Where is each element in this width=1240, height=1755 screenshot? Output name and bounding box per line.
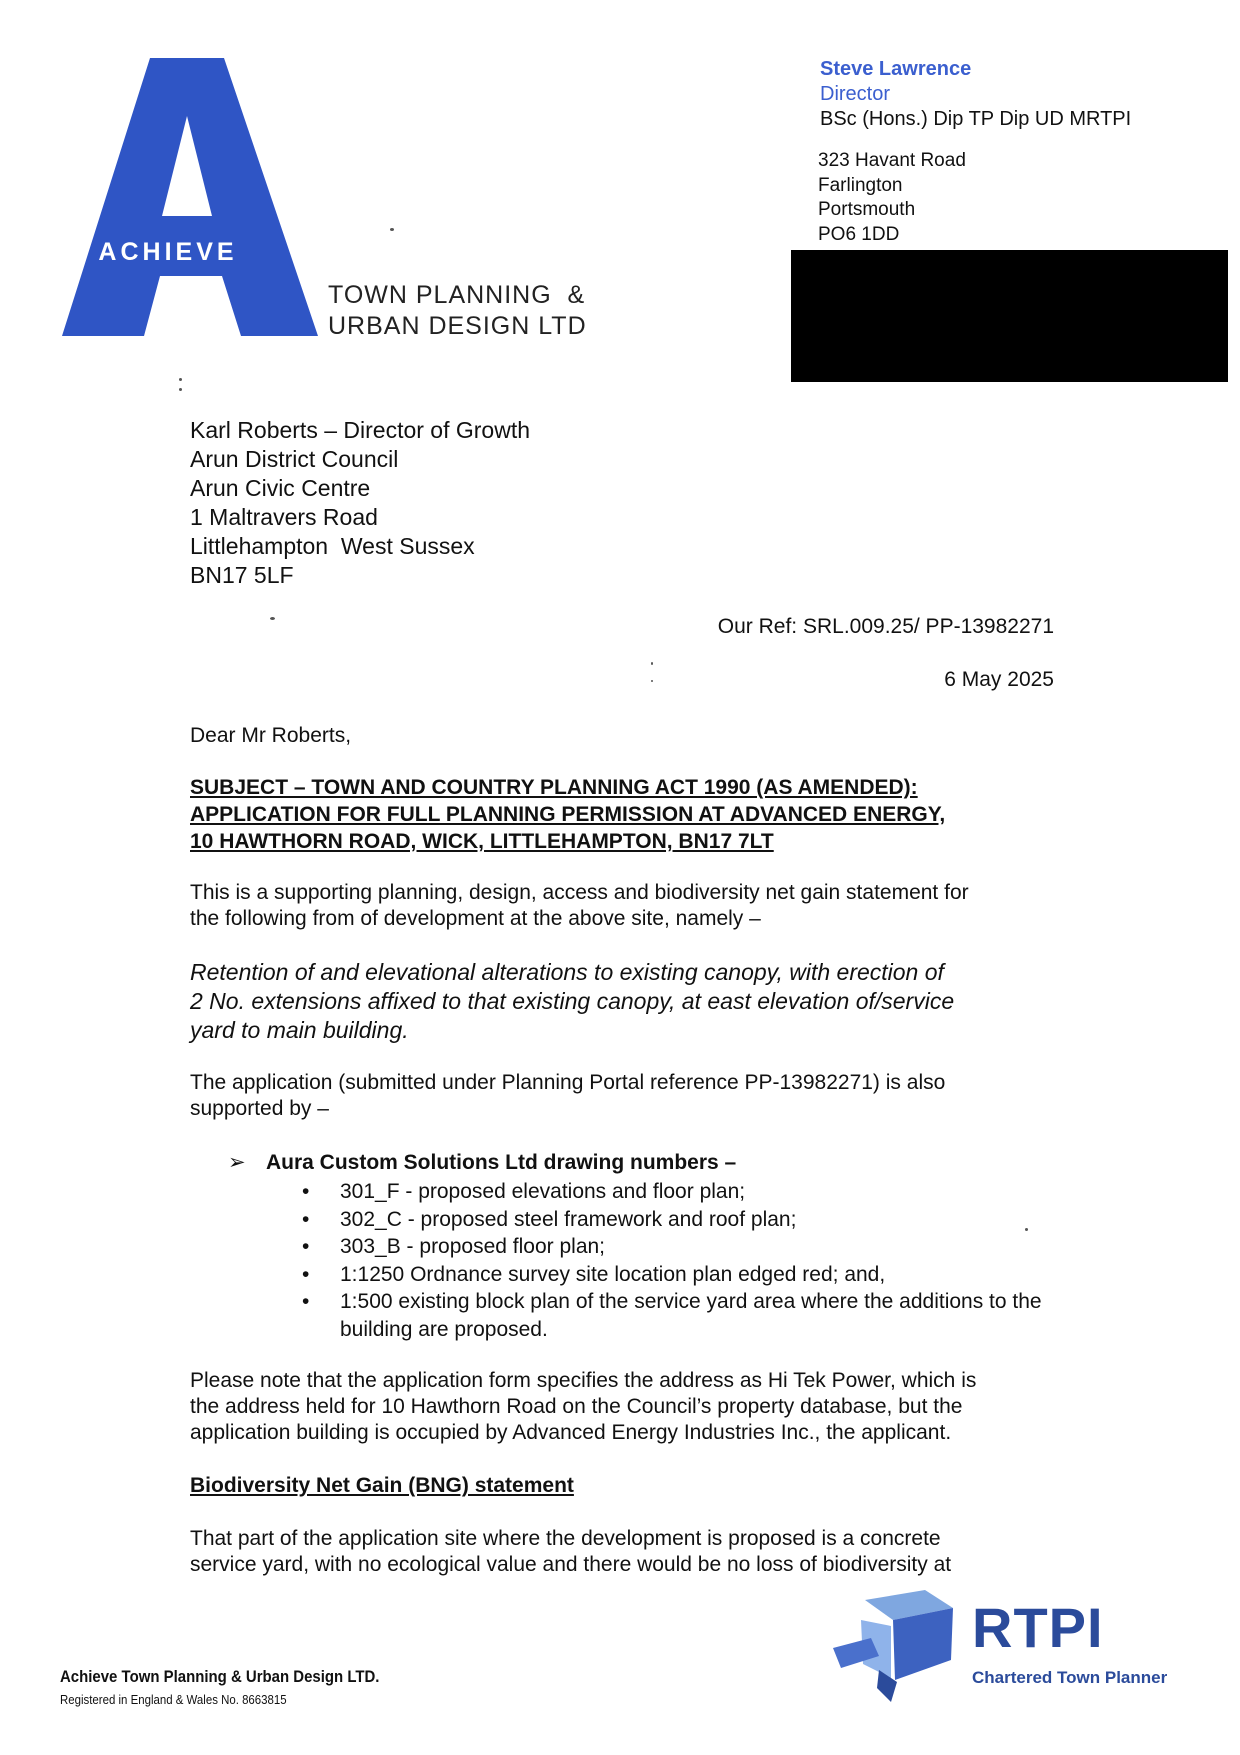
subject-line: APPLICATION FOR FULL PLANNING PERMISSION AT ADVANCED ENERGY, [190,803,946,826]
list-item [300,1233,1080,1261]
bullet-icon: • [302,1235,310,1258]
intro-paragraph [190,880,1070,932]
drawings-heading [228,1150,736,1175]
intro-line: This is a supporting planning, design, access and biodiversity net gain statement for [190,881,969,904]
company-name-line-1: TOWN PLANNING & [328,281,586,309]
salutation: Dear Mr Roberts, [190,724,352,747]
rtpi-cube-logo-icon [833,1590,953,1702]
scan-speck [651,680,653,682]
rtpi-subtitle: Chartered Town Planner [972,1668,1168,1687]
logo-mark-text: ACHIEVE [98,238,238,266]
achieve-logo-icon [62,58,318,336]
bng-line: That part of the application site where the development is proposed is a concrete [190,1527,941,1550]
description-line: yard to main building. [190,1017,409,1043]
letter-date: 6 May 2025 [944,668,1054,691]
recipient-line: 1 Maltravers Road [190,504,378,530]
recipient-address [190,416,530,590]
bullet-icon: • [302,1290,310,1313]
list-item [300,1261,1080,1289]
sender-address-line: PO6 1DD [818,223,900,245]
our-reference: Our Ref: SRL.009.25/ PP-13982271 [717,615,1054,638]
footer-company: Achieve Town Planning & Urban Design LTD. [60,1667,380,1686]
recipient-line: Karl Roberts – Director of Growth [190,417,531,443]
redaction-box [791,250,1228,382]
scan-speck [390,228,394,231]
rtpi-wordmark: RTPI [972,1596,1104,1659]
list-item-text: 301_F - proposed elevations and floor plan; [340,1180,746,1203]
intro-line: the following from of development at the above site, namely – [190,907,761,930]
description-line: Retention of and elevational alterations to existing canopy, with erection of [190,959,944,985]
company-name-line-2: URBAN DESIGN LTD [328,312,587,340]
bullet-icon: • [302,1180,310,1203]
development-description [190,958,1070,1045]
recipient-line: Arun District Council [190,446,399,472]
list-item-text: 1:500 existing block plan of the service yard area where the additions to the building are proposed. [340,1290,1042,1341]
recipient-line: Littlehampton West Sussex [190,533,475,559]
note-line: Please note that the application form specifies the address as Hi Tek Power, which is [190,1369,977,1392]
subject-line: SUBJECT – TOWN AND COUNTRY PLANNING ACT 1990 (AS AMENDED): [190,776,918,799]
scan-speck [179,378,182,381]
scan-speck [179,388,182,391]
subject-heading [190,774,1070,855]
bullet-icon: • [302,1262,310,1286]
sender-name: Steve Lawrence [820,58,972,80]
list-item-text: 302_C - proposed steel framework and roof plan; [340,1207,797,1231]
note-line: application building is occupied by Advanced Energy Industries Inc., the applicant. [190,1421,952,1444]
supported-by-paragraph [190,1070,1070,1122]
list-item-text: 1:1250 Ordnance survey site location plan edged red; and, [340,1262,886,1286]
scan-speck [651,662,653,665]
bng-paragraph [190,1526,1070,1578]
recipient-line: Arun Civic Centre [190,475,371,501]
sender-block [820,57,1131,132]
recipient-line: BN17 5LF [190,562,294,588]
bullet-icon: • [302,1207,310,1231]
bng-line: service yard, with no ecological value and there would be no loss of biodiversity at [190,1553,952,1576]
note-line: the address held for 10 Hawthorn Road on the Council’s property database, but the [190,1395,963,1418]
scan-speck [270,617,275,620]
footer-registration: Registered in England & Wales No. 8663815 [60,1692,287,1707]
company-name [328,280,587,342]
address-note-paragraph [190,1368,1070,1446]
sender-address-line: Farlington [818,174,903,196]
list-item-text: 303_B - proposed floor plan; [340,1235,606,1258]
sender-address [818,149,966,247]
supported-line: The application (submitted under Planning Portal reference PP-13982271) is also [190,1071,946,1094]
drawings-list [300,1178,1080,1343]
list-item [300,1288,1050,1343]
bng-heading: Biodiversity Net Gain (BNG) statement [190,1474,574,1497]
drawings-heading-text: Aura Custom Solutions Ltd drawing numbers – [266,1151,737,1174]
sender-address-line: 323 Havant Road [818,150,966,171]
scan-speck [1025,1228,1028,1231]
arrow-bullet-icon: ➢ [228,1151,246,1174]
list-item [300,1178,1080,1206]
list-item [300,1206,1080,1234]
supported-line: supported by – [190,1097,329,1120]
sender-address-line: Portsmouth [818,199,916,220]
description-line: 2 No. extensions affixed to that existing canopy, at east elevation of/service [190,988,955,1014]
sender-role: Director [820,83,891,105]
sender-qualifications: BSc (Hons.) Dip TP Dip UD MRTPI [820,108,1132,130]
subject-line: 10 HAWTHORN ROAD, WICK, LITTLEHAMPTON, BN17 7LT [190,830,774,853]
